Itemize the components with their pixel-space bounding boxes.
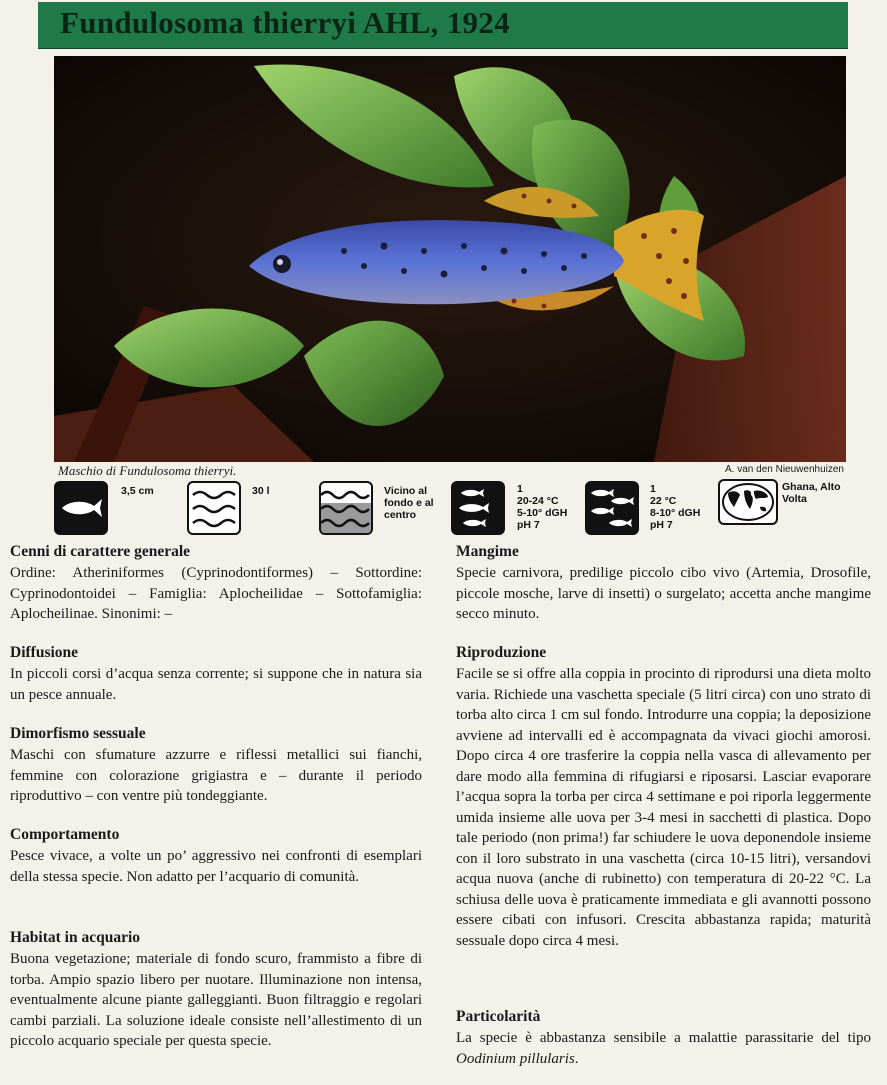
photo-caption: Maschio di Fundulosoma thierryi. — [58, 463, 237, 478]
photo-credit: A. van den Nieuwenhuizen — [725, 464, 844, 475]
world-map-icon — [718, 479, 778, 525]
section-text: Specie carnivora, predilige piccolo cibo vivo (Artemia, Drosofile, piccole mosche, larve di insetti) o surgelato; accetta anche mangime secco minuto. — [456, 565, 871, 622]
section-text: Pesce vivace, a volte un po’ aggressivo nei confronti di esemplari della stessa specie. Non adatto per l’acquario di comunità. — [10, 848, 422, 885]
breeding-ph: pH 7 — [650, 519, 673, 531]
section-general — [10, 543, 422, 625]
section-heading: Mangime — [456, 543, 519, 560]
group-hardness: 5-10° dGH — [517, 507, 568, 519]
section-text: Ordine: Atheriniformes (Cyprinodontiformes) – Sottordine: Cyprinodontoidei – Famiglia: Aplocheilidae – Sottofamiglia: Aplocheilinae. Sinonimi: – — [10, 565, 422, 622]
page-title: Fundulosoma thierryi AHL, 1924 — [60, 5, 510, 40]
water-waves-icon — [187, 481, 241, 535]
group-water-params — [517, 483, 567, 531]
section-heading: Riproduzione — [456, 644, 547, 661]
section-text: In piccoli corsi d’acqua senza corrente; si suppone che in natura sia un pesce annuale. — [10, 666, 422, 703]
section-distribution — [10, 644, 422, 705]
section-text: Facile se si offre alla coppia in procinto di riprodursi una dieta molto varia. Richiede una vaschetta speciale (5 litri circa) con uno strato di torba alto circa 1 cm sul fondo. Introdurre una coppia; la deposizione avviene ad intervalli ed è accompagnata da vivaci giochi amorosi. Dopo circa 4 ore trasferire la coppia nella vasca di allevamento per dare modo alla femmina di rifugiarsi e riposarsi. Lasciar evaporare l’acqua sopra la torba per circa 4 settimane e poi riporla leggermente umida insieme alle uova per 3-4 mesi in sacchetti di plastica. Dopo tale periodo (non prima!) far schiudere le uova deponendole insieme con il loro substrato in una vaschetta (circa 10-15 litri), versandovi acqua nuova (anche di rubinetto) con temperatura di 20-22 °C. La schiusa delle uova è praticamente immediata e gli avannotti possono essere cibati con infusori. Crescita abbastanza rapida; maturità sessuale dopo circa 4 mesi. — [456, 666, 871, 949]
title-bar — [38, 2, 848, 49]
swim-zone-line-2: fondo e al — [384, 497, 434, 509]
origin-line-2: Volta — [782, 493, 807, 505]
particular-text-end: . — [574, 1050, 579, 1067]
section-food — [456, 543, 871, 625]
fish-photo — [54, 56, 846, 462]
fish-silhouette-icon — [54, 481, 108, 535]
fish-group-breeding-icon — [585, 481, 639, 535]
group-temperature: 20-24 °C — [517, 495, 559, 507]
swim-zone-line-3: centro — [384, 509, 417, 521]
group-ph: pH 7 — [517, 519, 540, 531]
section-habitat — [10, 929, 422, 1052]
origin-line-1: Ghana, Alto — [782, 481, 841, 493]
section-heading: Cenni di carattere generale — [10, 543, 191, 560]
swim-zone-label — [384, 485, 434, 521]
section-particular — [456, 1008, 871, 1069]
breeding-count: 1 — [650, 483, 656, 495]
section-behaviour — [10, 826, 422, 887]
particular-species-name: Oodinium pillularis — [456, 1050, 575, 1067]
section-heading: Comportamento — [10, 826, 120, 843]
tank-volume-label: 30 l — [252, 485, 270, 497]
fish-group-icon — [451, 481, 505, 535]
group-count: 1 — [517, 483, 523, 495]
particular-text-start: La specie è abbastanza sensibile a malattie parassitarie del tipo — [456, 1030, 871, 1046]
section-reproduction — [456, 644, 871, 951]
section-heading: Diffusione — [10, 644, 79, 661]
swim-zone-line-1: Vicino al — [384, 485, 427, 497]
section-heading: Particolarità — [456, 1008, 541, 1025]
breeding-temperature: 22 °C — [650, 495, 677, 507]
section-text: Maschi con sfumature azzurre e riflessi metallici sui fianchi, femmine con colorazione grigiastra e – durante il periodo riproduttivo – con ventre più tondeggiante. — [10, 747, 422, 804]
section-heading: Dimorfismo sessuale — [10, 725, 146, 742]
section-heading: Habitat in acquario — [10, 929, 141, 946]
breeding-water-params — [650, 483, 700, 531]
section-text — [456, 1028, 871, 1069]
fish-photo-illustration — [54, 56, 846, 462]
breeding-hardness: 8-10° dGH — [650, 507, 701, 519]
fish-size-label: 3,5 cm — [121, 485, 154, 497]
water-zone-icon — [319, 481, 373, 535]
section-text: Buona vegetazione; materiale di fondo scuro, frammisto a fibre di torba. Ampio spazio libero per nuotare. Illuminazione non intensa, eventualmente alcune piante galleggianti. Buon filtraggio e regolari cambi parziali. La soluzione ideale consiste nell’allestimento di un piccolo acquario speciale per questa specie. — [10, 951, 422, 1049]
origin-label — [782, 481, 841, 505]
section-dimorphism — [10, 725, 422, 807]
